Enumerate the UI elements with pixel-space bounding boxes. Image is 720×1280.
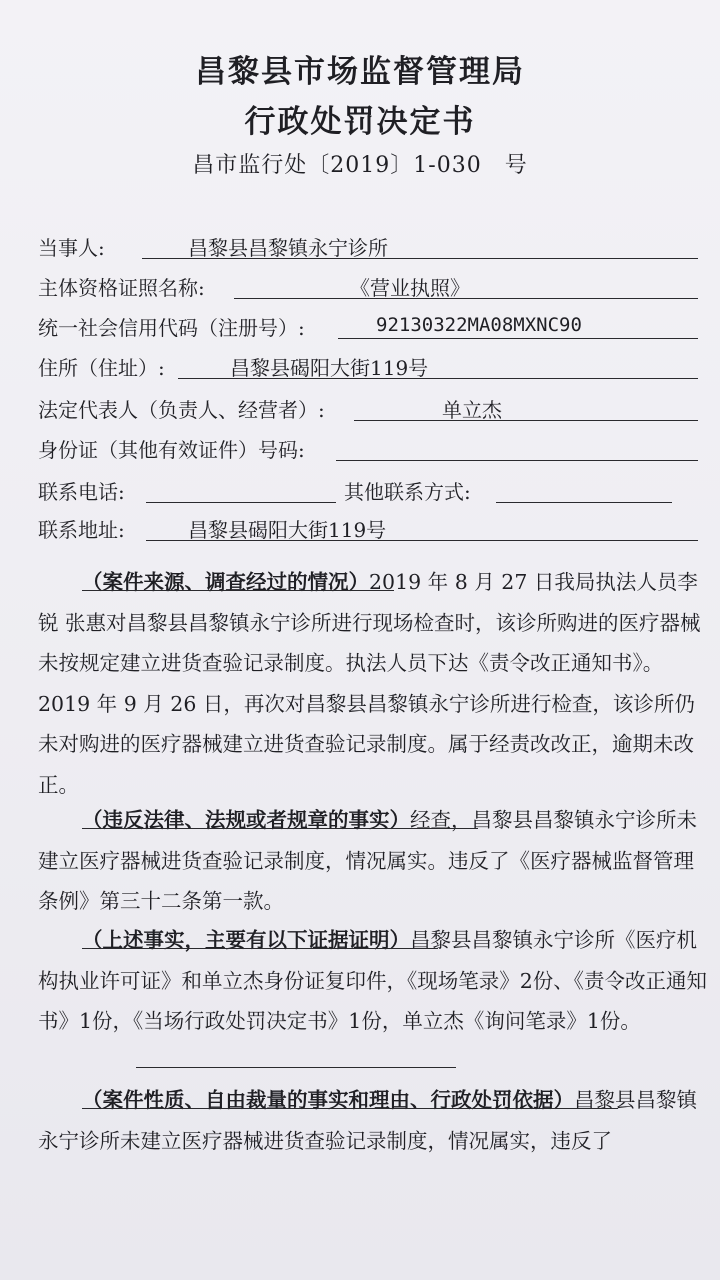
- contact-address-label: 联系地址:: [38, 518, 125, 542]
- section-evidence: [38, 920, 708, 1042]
- section-case-source-heading: （案件来源、调查经过的情况）: [82, 570, 369, 594]
- party-field: [38, 232, 698, 262]
- address-value: 昌黎县碣阳大街119号: [230, 356, 429, 380]
- id-number-underline: [336, 460, 698, 461]
- address-label: 住所（住址）:: [38, 356, 165, 380]
- section-penalty-basis-heading-underline: [82, 1108, 618, 1109]
- cert-name-value: 《营业执照》: [350, 276, 470, 300]
- other-contact-label: 其他联系方式:: [344, 480, 471, 504]
- address-field: [38, 352, 698, 382]
- section-evidence-heading: （上述事实，主要有以下证据证明）: [82, 928, 410, 952]
- document-title-agency: 昌黎县市场监督管理局: [195, 54, 525, 90]
- section-violation-facts: [38, 800, 708, 922]
- section-case-source-heading-underline: [82, 590, 394, 591]
- credit-code-underline: [338, 338, 698, 339]
- cert-name-field: [38, 272, 698, 302]
- credit-code-value: 92130322MA08MXNC90: [376, 314, 582, 336]
- section-penalty-basis: [38, 1080, 708, 1161]
- legal-rep-underline: [354, 420, 698, 421]
- legal-rep-label: 法定代表人（负责人、经营者）:: [38, 398, 325, 422]
- section-case-source: [38, 562, 708, 805]
- party-label: 当事人:: [38, 236, 105, 260]
- legal-rep-value: 单立杰: [442, 398, 502, 422]
- phone-underline: [146, 502, 336, 503]
- section-evidence-body: 昌黎县昌黎镇永宁诊所《医疗机构执业许可证》和单立杰身份证复印件，《现场笔录》2份、《责令改正通知书》1份，《当场行政处罚决定书》1份，单立杰《询问笔录》1份。: [38, 928, 708, 1033]
- section-penalty-basis-heading: （案件性质、自由裁量的事实和理由、行政处罚依据）: [82, 1088, 574, 1112]
- party-value: 昌黎县昌黎镇永宁诊所: [188, 236, 388, 260]
- section-violation-facts-heading: （违反法律、法规或者规章的事实）: [82, 808, 410, 832]
- cert-name-label: 主体资格证照名称:: [38, 276, 205, 300]
- section-violation-facts-body: 经查，昌黎县昌黎镇永宁诊所未建立医疗器械进货查验记录制度，情况属实。违反了《医疗器械监督管理条例》第三十二条第一款。: [38, 808, 697, 913]
- contact-address-value: 昌黎县碣阳大街119号: [188, 518, 387, 542]
- legal-rep-field: [38, 394, 698, 424]
- section-evidence-heading-underline: [82, 948, 438, 949]
- credit-code-field: [38, 312, 698, 342]
- phone-field: [38, 476, 698, 506]
- document-number: 昌市监行处〔2019〕1-030 号: [192, 153, 528, 178]
- id-number-field: [38, 434, 698, 464]
- credit-code-label: 统一社会信用代码（注册号）:: [38, 316, 305, 340]
- section-evidence-trailing-underline: [136, 1067, 456, 1068]
- phone-label: 联系电话:: [38, 480, 125, 504]
- section-case-source-body: 2019 年 8 月 27 日我局执法人员李锐 张惠对昌黎县昌黎镇永宁诊所进行现场检查时，该诊所购进的医疗器械未按规定建立进货查验记录制度。执法人员下达《责令改正通知书》。2019 年 9 月 26 日，再次对昌黎县昌黎镇永宁诊所进行检查，该诊所仍未对购进的医疗器械建立进货查验记录制度。属于经责改改正，逾期未改正。: [38, 570, 701, 797]
- id-number-label: 身份证（其他有效证件）号码:: [38, 438, 305, 462]
- document-title-type: 行政处罚决定书: [244, 104, 476, 140]
- section-penalty-basis-body: 昌黎县昌黎镇永宁诊所未建立医疗器械进货查验记录制度，情况属实，违反了: [38, 1088, 697, 1153]
- other-contact-underline: [496, 502, 672, 503]
- section-violation-facts-heading-underline: [82, 828, 478, 829]
- contact-address-field: [38, 514, 698, 544]
